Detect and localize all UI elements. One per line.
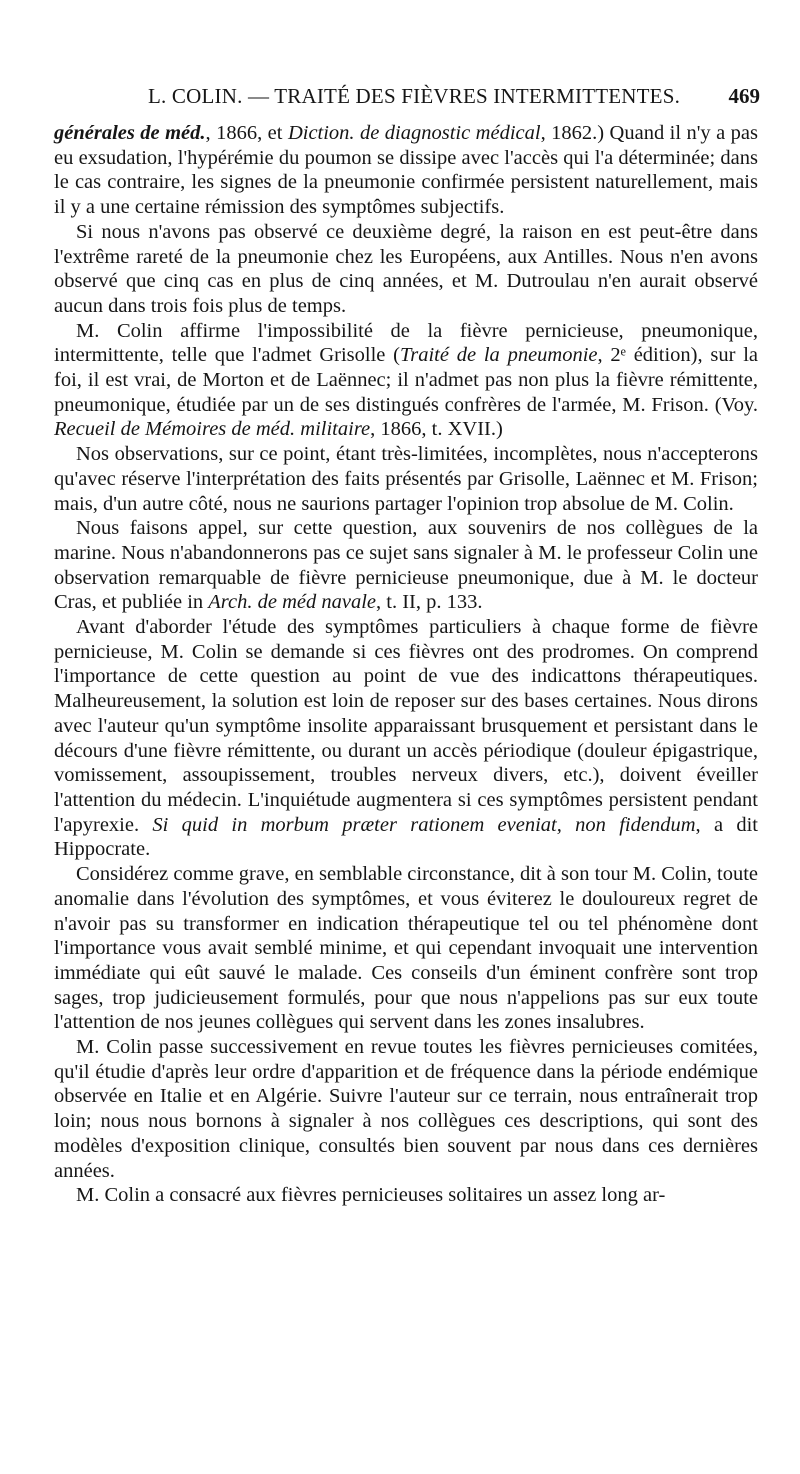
- paragraph: [54, 615, 758, 862]
- text-run: , t. II, p. 133.: [376, 591, 483, 614]
- text-run: Nos observations, sur ce point, étant très-limitées, incomplètes, nous n'accepterons qu'avec réserve l'interprétation des faits présentés par Grisolle, Laënnec et M. Frison; mais, d'un autre côté, nous ne saurions partager l'opinion trop absolue de M. Colin.: [54, 443, 758, 515]
- text-run: , 1866, t. XVII.): [370, 418, 503, 441]
- emphasis-text: Arch. de méd navale: [208, 591, 377, 614]
- text-run: Nous faisons appel, sur cette question, aux souvenirs de nos collègues de la marine. Nous n'abandonnerons pas ce sujet sans signaler à M. le professeur Colin une observation remarquable de fièvre pernicieuse pneumonique, due à M. le docteur Cras, et publiée in: [54, 517, 758, 614]
- paragraph: [54, 516, 758, 615]
- text-run: Avant d'aborder l'étude des symptômes particuliers à chaque forme de fièvre pernicieuse, M. Colin se demande si ces fièvres ont des prodromes. On comprend l'importance de cette question au point de vue des indicattons thérapeutiques. Malheureusement, la solution est loin de reposer sur des bases certaines. Nous dirons avec l'auteur qu'un symptôme insolite apparaissant brusquement et persistant dans le décours d'une fièvre rémittente, ou durant un accès périodique (douleur épigastrique, vomissement, assoupissement, troubles nerveux divers, etc.), doivent éveiller l'attention du médecin. L'inquiétude augmentera si ces symptômes persistent pendant l'apyrexie.: [54, 616, 758, 836]
- emphasis-text: Diction. de diagnostic médical: [287, 122, 541, 144]
- text-run: , 1862.) Quand il n'y a pas eu exsudation, l'hypérémie du poumon se dissipe avec l'accès qui l'a déterminée; dans le cas contraire, les signes de la pneumonie confirmée persistent naturellement, mais il y a une certaine rémission des symptômes subjectifs.: [54, 122, 759, 219]
- text-run: M. Colin affirme l'impossibilité de la fièvre pernicieuse, pneumonique, intermittente, telle que l'admet Grisolle (: [54, 319, 758, 367]
- emphasis-text: Si quid in morbum præter rationem eveniat, non fidendum: [152, 813, 696, 836]
- text-run: Si nous n'avons pas observé ce deuxième degré, la raison en est peut-être dans l'extrême rareté de la pneumonie chez les Européens, aux Antilles. Nous n'en avons observé que cinq cas en plus de cinq années, et M. Dutroulau n'en aurait observé aucun dans trois fois plus de temps.: [54, 220, 758, 317]
- paragraph: [54, 1183, 758, 1208]
- emphasis-text: Traité de la pneumonie: [399, 344, 598, 367]
- text-run: M. Colin passe successivement en revue toutes les fièvres pernicieuses comitées, qu'il étudie d'après leur ordre d'apparition et de fréquence dans la période endémique observée en Italie et en Algérie. Suivre l'auteur sur ce terrain, nous entraînerait trop loin; nous nous bornons à signaler à nos collègues ces descriptions, qui sont des modèles d'exposition clinique, consultés bien souvent par nous dans ces dernières années.: [54, 1036, 758, 1182]
- paragraph: [54, 862, 758, 1035]
- running-head: [56, 84, 760, 116]
- paragraph: [54, 1035, 758, 1183]
- text-run: , 2ᵉ édition), sur la foi, il est vrai, de Morton et de Laënnec; il n'admet pas non plus la fièvre rémittente, pneumonique, étudiée par un de ses distingués confrères de l'armée, M. Frison. (Voy.: [54, 344, 758, 416]
- text-run: M. Colin a consacré aux fièvres pernicieuses solitaires un assez long ar-: [76, 1184, 666, 1207]
- emphasis-text: Recueil de Mémoires de méd. militaire: [54, 418, 371, 441]
- paragraph: [54, 442, 758, 516]
- paragraph: [54, 220, 758, 319]
- text-run: , 1866, et: [205, 122, 288, 144]
- emphasis-text: générales de méd.: [54, 122, 206, 144]
- body-text: [54, 121, 758, 1208]
- text-run: Considérez comme grave, en semblable circonstance, dit à son tour M. Colin, toute anomalie dans l'évolution des symptômes, et vous éviterez le douloureux regret de n'avoir pas su transformer en indication thérapeutique tel ou tel phénomène dont l'importance vous avait semblé minime, et qui cependant invoquait une intervention immédiate qui eût sauvé le malade. Ces conseils d'un éminent confrère sont trop sages, trop judicieusement formulés, pour que nous n'appelions pas sur eux toute l'attention de nos jeunes collègues qui servent dans les zones insalubres.: [54, 863, 759, 1034]
- paragraph: [54, 319, 758, 443]
- page-number: 469: [728, 84, 760, 108]
- paragraph: [54, 121, 758, 220]
- text-run: , a dit Hippocrate.: [54, 813, 758, 861]
- running-title: L. COLIN. — TRAITÉ DES FIÈVRES INTERMITTENTES.: [148, 84, 681, 108]
